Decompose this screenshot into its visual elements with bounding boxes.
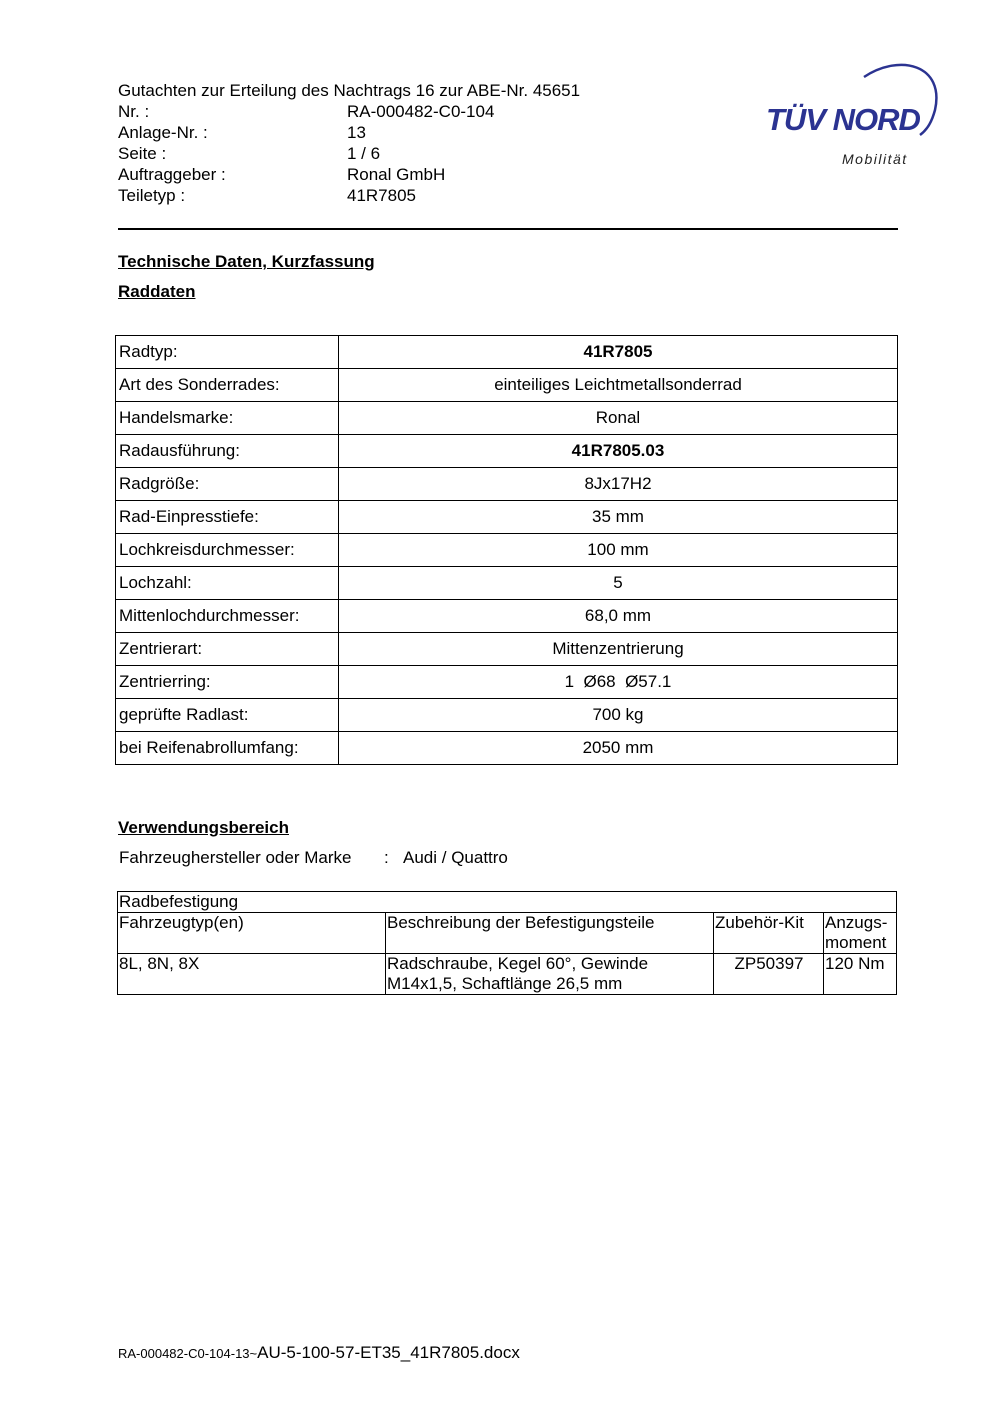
header-zubehoer-kit: Zubehör-Kit xyxy=(714,913,824,954)
header-label: Auftraggeber : xyxy=(118,165,226,184)
row-value: 5 xyxy=(339,567,898,600)
header-label: Anlage-Nr. : xyxy=(118,123,208,142)
document-title: Gutachten zur Erteilung des Nachtrags 16 zur ABE-Nr. 45651 xyxy=(118,81,581,100)
table-row xyxy=(116,534,898,567)
table-row xyxy=(116,336,898,369)
table-row xyxy=(116,666,898,699)
table-row xyxy=(116,567,898,600)
usage-line xyxy=(119,848,508,868)
footer-filename: AU-5-100-57-ET35_41R7805.docx xyxy=(257,1343,520,1362)
table-row xyxy=(116,699,898,732)
table-row xyxy=(116,501,898,534)
row-label: Handelsmarke: xyxy=(116,402,339,435)
row-label: Zentrierring: xyxy=(116,666,339,699)
tuev-nord-logo xyxy=(760,55,940,175)
row-label: Lochkreisdurchmesser: xyxy=(116,534,339,567)
header-anzugsmoment xyxy=(824,913,897,954)
row-value: 100 mm xyxy=(339,534,898,567)
header-beschreibung: Beschreibung der Befestigungsteile xyxy=(386,913,714,954)
cell-beschreibung-line1: Radschraube, Kegel 60°, Gewinde xyxy=(387,954,649,973)
table-row xyxy=(116,435,898,468)
usage-value: Audi / Quattro xyxy=(403,848,508,867)
row-value: 35 mm xyxy=(339,501,898,534)
cell-anzugsmoment: 120 Nm xyxy=(824,954,897,995)
table-row xyxy=(116,633,898,666)
radbefestigung-table xyxy=(117,891,897,995)
header-label: Nr. : xyxy=(118,102,150,121)
row-label: Radgröße: xyxy=(116,468,339,501)
header-field-anlage xyxy=(118,122,580,143)
header-fahrzeugtyp: Fahrzeugtyp(en) xyxy=(118,913,386,954)
header-anzugsmoment-line1: Anzugs- xyxy=(825,913,888,932)
table-row xyxy=(116,468,898,501)
header-value: RA-000482-C0-104 xyxy=(347,102,495,121)
table-row xyxy=(116,600,898,633)
header-value: 1 / 6 xyxy=(347,144,381,163)
table-header-row xyxy=(118,913,897,954)
section-title-raddaten: Raddaten xyxy=(118,282,196,301)
row-value: Mittenzentrierung xyxy=(339,633,898,666)
header-field-seite xyxy=(118,143,580,164)
row-value: 41R7805 xyxy=(339,336,898,369)
usage-label: Fahrzeughersteller oder Marke xyxy=(119,848,352,867)
row-label: Lochzahl: xyxy=(116,567,339,600)
cell-fahrzeugtyp: 8L, 8N, 8X xyxy=(118,954,386,995)
footer-prefix: RA-000482-C0-104-13~ xyxy=(118,1346,258,1361)
row-label: Zentrierart: xyxy=(116,633,339,666)
header-label: Teiletyp : xyxy=(118,186,186,205)
header-label: Seite : xyxy=(118,144,167,163)
table-row xyxy=(118,954,897,995)
row-label: Radausführung: xyxy=(116,435,339,468)
header-divider xyxy=(118,228,898,230)
row-value: einteiliges Leichtmetallsonderrad xyxy=(339,369,898,402)
raddaten-table xyxy=(115,335,898,765)
usage-separator: : xyxy=(384,848,389,867)
row-label: Radtyp: xyxy=(116,336,339,369)
header-field-auftraggeber xyxy=(118,164,580,185)
row-value: 41R7805.03 xyxy=(339,435,898,468)
header-value: 13 xyxy=(347,123,366,142)
row-value: 700 kg xyxy=(339,699,898,732)
table-title-row xyxy=(118,892,897,913)
header-value: Ronal GmbH xyxy=(347,165,446,184)
logo-brand: TÜV NORD xyxy=(766,102,920,137)
document-header xyxy=(118,80,580,206)
row-label: bei Reifenabrollumfang: xyxy=(116,732,339,765)
table-row xyxy=(116,402,898,435)
row-label: Mittenlochdurchmesser: xyxy=(116,600,339,633)
section-title-tech: Technische Daten, Kurzfassung xyxy=(118,252,375,271)
header-anzugsmoment-line2: moment xyxy=(825,933,887,952)
section-title-verwendung: Verwendungsbereich xyxy=(118,818,289,837)
logo-subtitle: Mobilität xyxy=(842,151,908,167)
header-value: 41R7805 xyxy=(347,186,417,205)
header-field-teiletyp xyxy=(118,185,580,206)
header-field-nr xyxy=(118,101,580,122)
cell-beschreibung-line2: M14x1,5, Schaftlänge 26,5 mm xyxy=(387,974,623,993)
table-title: Radbefestigung xyxy=(118,892,897,913)
row-label: Rad-Einpresstiefe: xyxy=(116,501,339,534)
page-footer xyxy=(118,1343,520,1363)
row-value: 1 Ø68 Ø57.1 xyxy=(339,666,898,699)
row-value: 8Jx17H2 xyxy=(339,468,898,501)
table-row xyxy=(116,369,898,402)
row-value: Ronal xyxy=(339,402,898,435)
row-label: Art des Sonderrades: xyxy=(116,369,339,402)
row-label: geprüfte Radlast: xyxy=(116,699,339,732)
table-row xyxy=(116,732,898,765)
row-value: 2050 mm xyxy=(339,732,898,765)
cell-zubehoer-kit: ZP50397 xyxy=(714,954,824,995)
row-value: 68,0 mm xyxy=(339,600,898,633)
cell-beschreibung xyxy=(386,954,714,995)
